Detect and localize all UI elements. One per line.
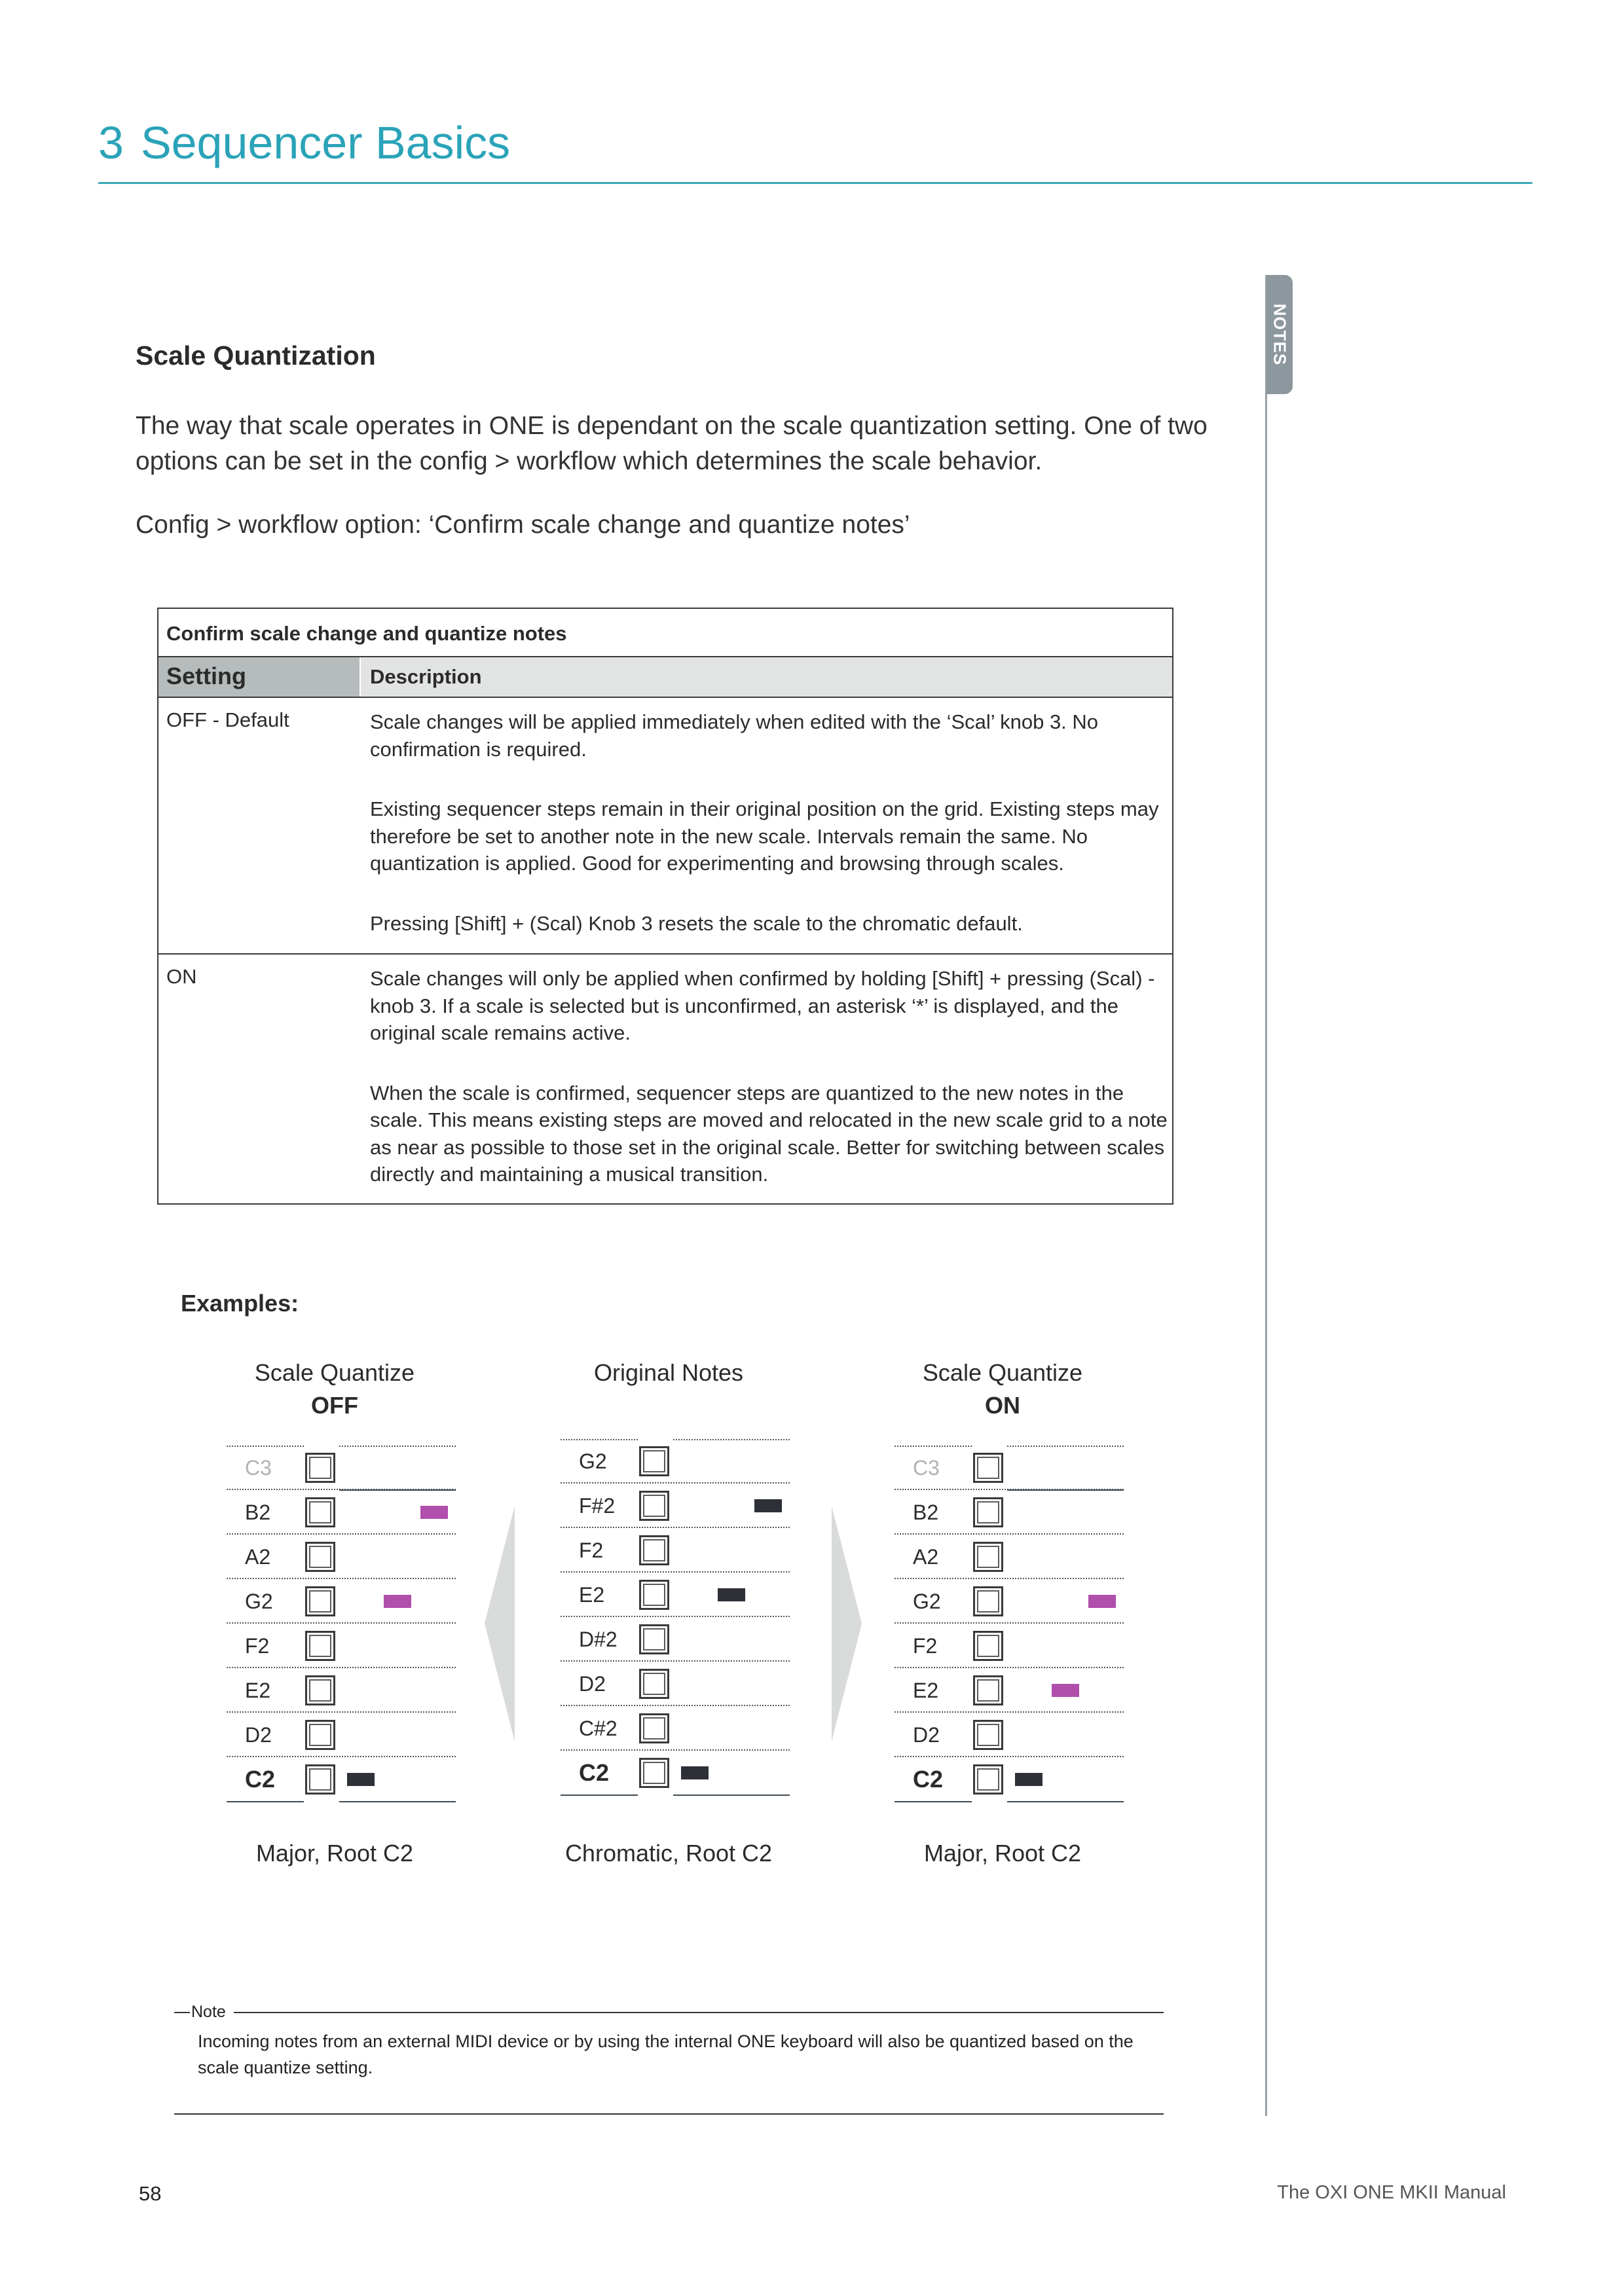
note-label: D#2: [579, 1628, 618, 1651]
table-row: [158, 698, 1172, 955]
col-title-line2: ON: [985, 1392, 1020, 1419]
note-box-border: [234, 2012, 1164, 2013]
note-label: F2: [245, 1634, 270, 1658]
grid-pad-icon: [305, 1720, 335, 1750]
table-header-row: [158, 657, 1172, 698]
description-paragraph: Pressing [Shift] + (Scal) Knob 3 resets the scale to the chromatic default.: [370, 911, 1023, 935]
note-label: F2: [913, 1634, 938, 1658]
grid-pad-icon: [305, 1586, 335, 1616]
note-label: G2: [579, 1449, 607, 1473]
grid-pad-icon: [973, 1764, 1003, 1795]
sequencer-step: [347, 1773, 375, 1786]
description-paragraph: Scale changes will only be applied when confirmed by holding [Shift] + pressing (Scal) - knob 3. If a scale is selected but is unconfirmed, an asterisk ‘*’ is displayed, and the original scale remains active.: [370, 967, 1155, 1044]
grid-pad-icon: [639, 1535, 669, 1565]
config-option-line: Config > workflow option: ‘Confirm scale change and quantize notes’: [136, 511, 910, 539]
note-grid-original: [561, 1439, 790, 1806]
intro-paragraph: The way that scale operates in ONE is dependant on the scale quantization setting. One of two options can be set in the config > workflow which determines the scale behavior.: [136, 412, 1208, 475]
sequencer-step: [718, 1588, 745, 1601]
grid-row: [227, 1490, 456, 1535]
note-label: C2: [245, 1766, 276, 1793]
grid-pad-icon: [973, 1586, 1003, 1616]
grid-row-rule: [227, 1801, 304, 1802]
col-title-line1: Scale Quantize: [922, 1359, 1083, 1386]
grid-row-rule: [895, 1801, 972, 1802]
note-label: Note: [191, 2003, 226, 2021]
grid-row: [895, 1579, 1124, 1624]
col-footer-original: Chromatic, Root C2: [564, 1840, 773, 1867]
grid-row: [895, 1757, 1124, 1802]
manual-title: The OXI ONE MKII Manual: [1277, 2182, 1506, 2203]
grid-row: [895, 1668, 1124, 1713]
setting-cell: ON: [166, 965, 197, 988]
grid-pad-icon: [973, 1675, 1003, 1705]
grid-bottom-rule: [673, 1795, 790, 1796]
note-label: C2: [579, 1759, 610, 1786]
grid-row: [561, 1706, 790, 1751]
sequencer-step: [1052, 1684, 1079, 1697]
grid-pad-icon: [305, 1497, 335, 1527]
settings-table: [157, 608, 1173, 1205]
grid-row: [895, 1535, 1124, 1579]
note-label: F2: [579, 1539, 604, 1562]
grid-pad-icon: [305, 1542, 335, 1572]
grid-pad-icon: [639, 1580, 669, 1610]
grid-bottom-rule: [1007, 1801, 1124, 1802]
note-label: D2: [245, 1723, 272, 1747]
grid-pad-icon: [973, 1542, 1003, 1572]
note-label: G2: [913, 1590, 941, 1613]
table-caption: Confirm scale change and quantize notes: [158, 609, 1172, 657]
arrow-right-icon: [830, 1506, 863, 1741]
grid-pad-icon: [305, 1764, 335, 1795]
setting-cell: OFF - Default: [166, 708, 289, 731]
col-footer-off: Major, Root C2: [255, 1840, 414, 1867]
grid-pad-icon: [973, 1720, 1003, 1750]
grid-pad-icon: [639, 1624, 669, 1654]
grid-row: [895, 1713, 1124, 1757]
col-title-line2: OFF: [311, 1392, 358, 1419]
grid-pad-icon: [973, 1497, 1003, 1527]
description-cell: [360, 698, 1172, 953]
grid-row: [895, 1446, 1124, 1490]
sequencer-step: [1088, 1595, 1116, 1608]
sequencer-step: [420, 1506, 448, 1519]
note-label: A2: [913, 1545, 939, 1569]
notes-side-tab: [1266, 275, 1293, 394]
examples-title: Examples:: [181, 1290, 299, 1317]
description-paragraph: When the scale is confirmed, sequencer steps are quantized to the new notes in the scale. This means existing steps are moved and relocated in the new scale grid to a note as near as possible to those set in the original scale. Better for switching between scales directly and maintaining a musical transition.: [370, 1081, 1168, 1186]
description-paragraph: Existing sequencer steps remain in their original position on the grid. Existing steps may therefore be set to another note in the new scale. Intervals remain the same. No quantization is applied. Good for experimenting and browsing through scales.: [370, 797, 1159, 875]
note-label: G2: [245, 1590, 273, 1613]
grid-pad-icon: [973, 1453, 1003, 1483]
section-title: Scale Quantization: [136, 340, 376, 371]
note-label: C#2: [579, 1717, 618, 1740]
note-label: C3: [913, 1456, 940, 1480]
page-number: 58: [139, 2182, 162, 2205]
grid-row: [227, 1624, 456, 1668]
note-label: E2: [245, 1679, 271, 1702]
col-title-line1: Scale Quantize: [254, 1359, 415, 1386]
grid-bottom-rule: [339, 1801, 456, 1802]
grid-pad-icon: [639, 1446, 669, 1476]
grid-pad-icon: [639, 1669, 669, 1699]
table-row: [158, 955, 1172, 1203]
note-label: B2: [245, 1501, 271, 1524]
grid-pad-icon: [305, 1453, 335, 1483]
note-label: D2: [579, 1672, 606, 1696]
grid-row: [561, 1662, 790, 1706]
note-label: C2: [913, 1766, 944, 1793]
grid-row: [561, 1751, 790, 1795]
example-col-title-off: [171, 1357, 498, 1422]
grid-row: [227, 1757, 456, 1802]
note-label: E2: [579, 1583, 605, 1607]
sequencer-step: [1015, 1773, 1043, 1786]
col-title-line1: Original Notes: [593, 1359, 744, 1386]
grid-row: [895, 1624, 1124, 1668]
sequencer-step: [681, 1766, 709, 1779]
grid-row: [227, 1446, 456, 1490]
note-box-border: [174, 2012, 190, 2013]
grid-row: [561, 1484, 790, 1528]
grid-row: [561, 1573, 790, 1617]
grid-row: [895, 1490, 1124, 1535]
description-cell: [360, 955, 1172, 1203]
grid-row: [561, 1439, 790, 1484]
note-grid-on: [895, 1446, 1124, 1812]
chapter-title: Sequencer Basics: [140, 117, 511, 168]
grid-pad-icon: [973, 1631, 1003, 1661]
chapter-divider: [98, 182, 1532, 184]
chapter-number: 3: [98, 117, 124, 168]
grid-pad-icon: [639, 1713, 669, 1743]
grid-row: [561, 1528, 790, 1573]
grid-pad-icon: [305, 1631, 335, 1661]
grid-row: [227, 1579, 456, 1624]
grid-row: [561, 1617, 790, 1662]
chapter-heading: [98, 117, 510, 169]
note-text: Incoming notes from an external MIDI device or by using the internal ONE keyboard will also be quantized based on the scale quantize setting.: [198, 2032, 1134, 2077]
grid-pad-icon: [639, 1491, 669, 1521]
notes-tab-label: NOTES: [1270, 303, 1290, 366]
sequencer-step: [384, 1595, 411, 1608]
note-label: A2: [245, 1545, 271, 1569]
notes-margin-line: [1265, 275, 1267, 2116]
example-col-title-on: [839, 1357, 1166, 1422]
description-paragraph: Scale changes will be applied immediately when edited with the ‘Scal’ knob 3. No confirmation is required.: [370, 710, 1099, 761]
grid-pad-icon: [305, 1675, 335, 1705]
col-footer-on: Major, Root C2: [923, 1840, 1082, 1867]
note-box-border: [174, 2113, 1164, 2115]
note-label: E2: [913, 1679, 939, 1702]
header-description: Description: [360, 657, 1172, 697]
example-col-title-original: [505, 1357, 832, 1389]
note-grid-off: [227, 1446, 456, 1812]
grid-pad-icon: [639, 1758, 669, 1788]
grid-row: [227, 1713, 456, 1757]
note-label: B2: [913, 1501, 939, 1524]
grid-row-rule: [561, 1795, 638, 1796]
grid-row: [227, 1668, 456, 1713]
note-label: F#2: [579, 1494, 616, 1518]
header-setting: Setting: [158, 657, 360, 697]
note-label: C3: [245, 1456, 272, 1480]
grid-row: [227, 1535, 456, 1579]
arrow-left-icon: [483, 1506, 516, 1741]
sequencer-step: [754, 1499, 782, 1512]
note-label: D2: [913, 1723, 940, 1747]
